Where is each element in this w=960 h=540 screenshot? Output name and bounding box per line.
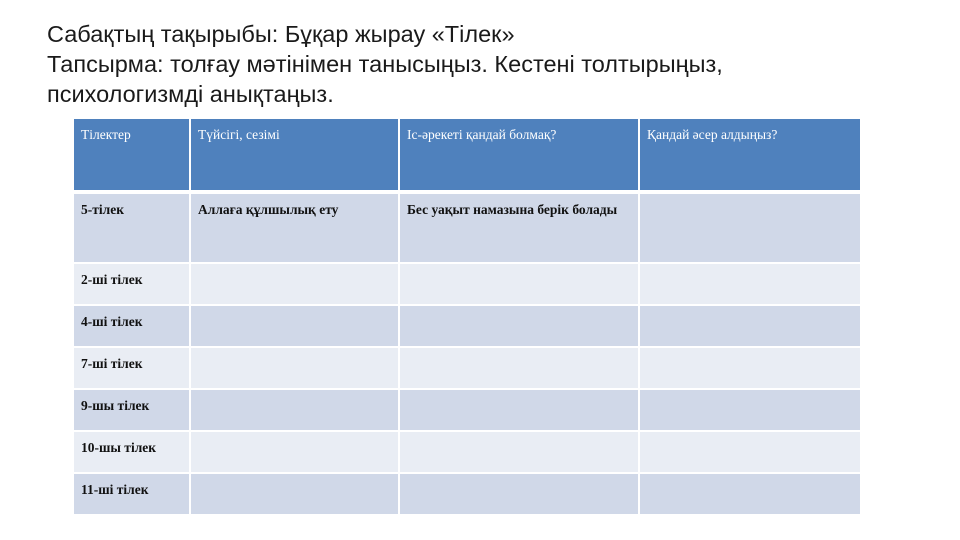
header-feeling: Түйсігі, сезімі — [190, 118, 399, 192]
header-action: Іс-әрекеті қандай болмақ? — [399, 118, 639, 192]
table-cell: 9-шы тілек — [73, 389, 190, 431]
table-row — [73, 192, 861, 263]
table-cell[interactable] — [190, 473, 399, 515]
table-cell: 5-тілек — [73, 192, 190, 263]
table-cell[interactable] — [190, 305, 399, 347]
table-cell[interactable] — [639, 263, 861, 305]
table-cell: 2-ші тілек — [73, 263, 190, 305]
table-cell[interactable] — [399, 347, 639, 389]
table-cell[interactable] — [639, 305, 861, 347]
table-header-row — [73, 118, 861, 192]
table-cell: 7-ші тілек — [73, 347, 190, 389]
table-cell[interactable] — [639, 473, 861, 515]
table-cell[interactable] — [399, 305, 639, 347]
lesson-topic-line: Сабақтың тақырыбы: Бұқар жырау «Тілек» — [47, 21, 515, 47]
table-cell[interactable]: Бес уақыт намазына берік болады — [399, 192, 639, 263]
table-row — [73, 389, 861, 431]
table-row — [73, 347, 861, 389]
table-cell[interactable] — [399, 473, 639, 515]
table-cell[interactable] — [190, 347, 399, 389]
table-row — [73, 473, 861, 515]
header-wishes: Тілектер — [73, 118, 190, 192]
task-line-continued: психологизмді анықтаңыз. — [47, 81, 334, 107]
table-cell[interactable] — [190, 263, 399, 305]
table-cell: 4-ші тілек — [73, 305, 190, 347]
table-cell[interactable] — [639, 347, 861, 389]
table-cell[interactable]: Аллаға құлшылық ету — [190, 192, 399, 263]
table-cell[interactable] — [190, 389, 399, 431]
table-cell: 11-ші тілек — [73, 473, 190, 515]
table-cell[interactable] — [639, 431, 861, 473]
table-cell[interactable] — [399, 389, 639, 431]
table-row — [73, 431, 861, 473]
table-cell[interactable] — [190, 431, 399, 473]
wishes-table — [72, 117, 862, 516]
table-row — [73, 305, 861, 347]
table-cell[interactable] — [639, 192, 861, 263]
slide-heading — [47, 19, 927, 109]
table-cell: 10-шы тілек — [73, 431, 190, 473]
table-cell[interactable] — [399, 263, 639, 305]
table-row — [73, 263, 861, 305]
header-impression: Қандай әсер алдыңыз? — [639, 118, 861, 192]
task-line: Тапсырма: толғау мәтінімен танысыңыз. Кестені толтырыңыз, — [47, 51, 723, 77]
table-cell[interactable] — [399, 431, 639, 473]
table-cell[interactable] — [639, 389, 861, 431]
